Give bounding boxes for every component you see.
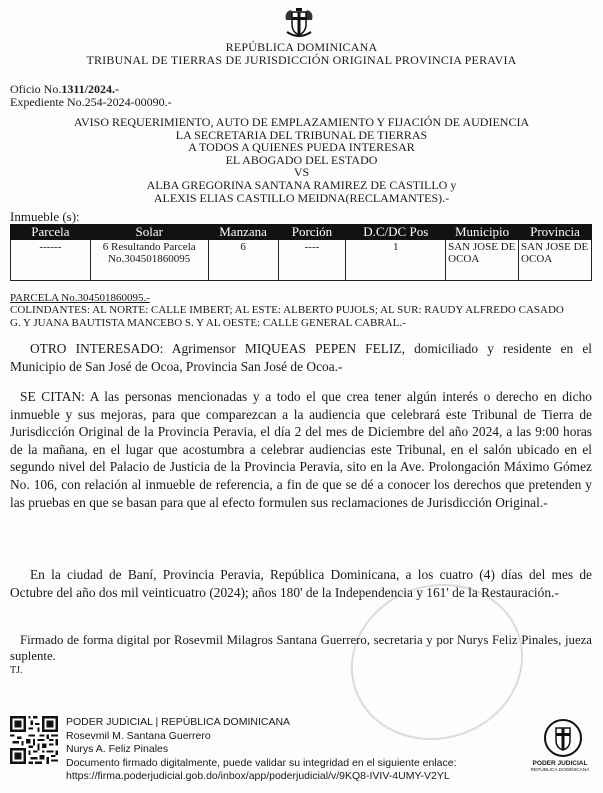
column-header: Municipio <box>446 225 519 240</box>
table-cell: SAN JOSE DE OCOA <box>446 240 519 281</box>
oficio-number: Oficio No.1311/2024.- <box>10 82 119 96</box>
coat-of-arms-icon <box>282 6 316 40</box>
firma-paragraph: Firmado de forma digital por Rosevmil Milagros Santana Guerrero, secretaria y por Nurys Feliz Pinales, jueza suplente. <box>10 633 592 663</box>
footer-validation-note: Documento firmado digitalmente, puede validar su integridad en el siguiente enlace: <box>66 757 457 769</box>
column-header: Provincia <box>519 225 592 240</box>
title-line: ALBA GREGORINA SANTANA RAMIREZ DE CASTILLO y <box>146 177 457 192</box>
otro-interesado-paragraph: OTRO INTERESADO: Agrimensor MIQUEAS PEPEN FELIZ, domiciliado y residente en el Municipio de San José de Ocoa, Provincia San José de Ocoa.- <box>10 341 592 374</box>
header-tribunal: TRIBUNAL DE TIERRAS DE JURISDICCIÓN ORIGINAL PROVINCIA PERAVIA <box>86 53 517 67</box>
title-line: LA SECRETARIA DEL TRIBUNAL DE TIERRAS <box>175 127 428 142</box>
column-header: Parcela <box>11 225 91 240</box>
logo-caption: PODER JUDICIAL <box>532 760 588 767</box>
table-cell: ---- <box>278 240 346 281</box>
footer-institution: PODER JUDICIAL | REPÚBLICA DOMINICANA <box>66 716 291 728</box>
table-cell: ------ <box>11 240 91 281</box>
column-header: Solar <box>90 225 208 240</box>
title-line: ALEXIS ELIAS CASTILLO MEIDNA(RECLAMANTES).- <box>153 190 450 205</box>
column-header: Manzana <box>208 225 278 240</box>
footer-validation-link[interactable]: https://firma.poderjudicial.gob.do/inbox/app/poderjudicial/v/9KQ8-IVIV-4UMY-V2YL <box>66 770 450 782</box>
column-header: Porción <box>278 225 346 240</box>
title-line: VS <box>293 165 310 180</box>
expediente-number: Expediente No.254-2024-00090.- <box>10 95 172 109</box>
footer-signer-2: Nurys A. Feliz Pinales <box>66 743 169 755</box>
colindantes <box>10 304 595 330</box>
table-cell: SAN JOSE DE OCOA <box>519 240 592 281</box>
inmueble-table <box>10 224 592 281</box>
table-cell: 6 Resultando Parcela No.304501860095 <box>90 240 208 281</box>
title-line: AVISO REQUERIMIENTO, AUTO DE EMPLAZAMIENTO Y FIJACIÓN DE AUDIENCIA <box>73 115 530 129</box>
qr-code-icon[interactable] <box>10 716 58 764</box>
poder-judicial-logo-icon <box>543 718 583 758</box>
document-title <box>0 116 603 204</box>
footer-signer-1: Rosevmil M. Santana Guerrero <box>66 730 211 742</box>
title-line: EL ABOGADO DEL ESTADO <box>225 152 378 167</box>
fecha-paragraph: En la ciudad de Baní, Provincia Peravia, República Dominicana, a los cuatro (4) días del mes de Octubre del año dos mil veinticuatro (2024); años 180' de la Independencia y 161' de la Restauración.- <box>10 567 592 600</box>
table-cell: 6 <box>208 240 278 281</box>
initials: TJ. <box>10 665 23 676</box>
inmueble-label: Inmueble (s): <box>10 209 80 224</box>
colindantes-line: G. Y JUANA BAUTISTA MANCEBO S. Y AL OESTE: CALLE GENERAL CABRAL.- <box>10 317 406 329</box>
header-country: REPÚBLICA DOMINICANA <box>225 40 378 54</box>
se-citan-paragraph: SE CITAN: A las personas mencionadas y a todo el que crea tener algún interés o derecho en dicho inmueble y sus mejoras, para que comparezcan a la audiencia que celebrará este Tribunal de Tierra de Jurisdicción Original de la Provincia Peravia, el día 2 del mes de Diciembre del año 2024, a las 9:00 horas de la mañana, en el lugar que acostumbra a celebrar audiencias este Tribunal, en el salón ubicado en el segundo nivel del Palacio de Justicia de la Provincia Peravia, sito en la Ave. Prolongación Máximo Gómez No. 106, con relación al inmueble de referencia, a fin de que se dé a conocer los derechos que pretenden y las pruebas en que se basan para que al efecto formulen sus reclamaciones de Jurisdicción Original.- <box>10 389 592 510</box>
parcela-reference: PARCELA No.304501860095.- <box>10 292 150 304</box>
table-cell: 1 <box>346 240 446 281</box>
title-line: A TODOS A QUIENES PUEDA INTERESAR <box>188 140 415 155</box>
logo-subcaption: REPÚBLICA DOMINICANA <box>530 768 590 773</box>
colindantes-line: COLINDANTES: AL NORTE: CALLE IMBERT; AL ESTE: ALBERTO PUJOLS; AL SUR: RAUDY ALFREDO CASADO <box>10 304 564 316</box>
table-header-row <box>11 225 592 240</box>
table-row <box>11 240 592 281</box>
column-header: D.C/DC Pos <box>346 225 446 240</box>
